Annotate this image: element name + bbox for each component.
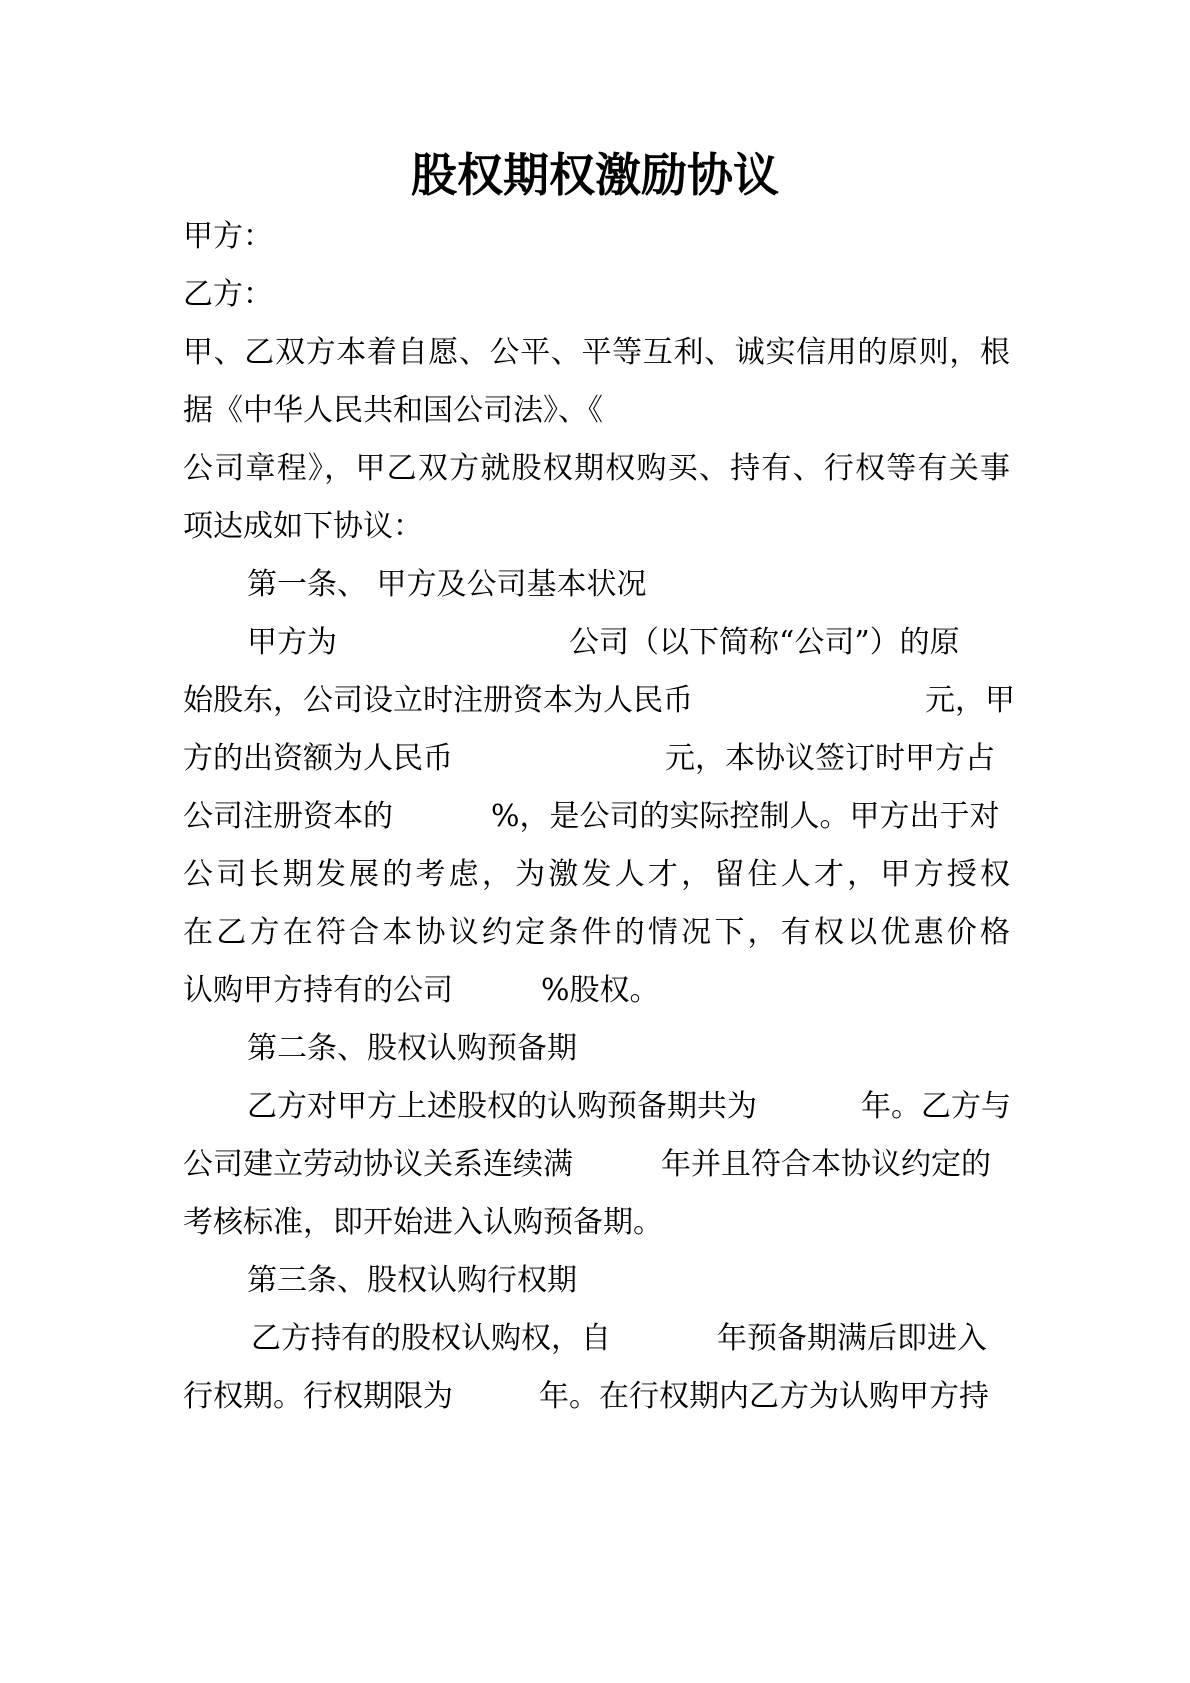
party-a-line: 甲方： bbox=[183, 219, 273, 254]
article-1-text-d: 元，甲 bbox=[925, 683, 1015, 718]
article-1-text-b: 公司（以下简称“公司”）的原 bbox=[569, 625, 960, 660]
article-2-text-d: 年并且符合本协议约定的 bbox=[661, 1147, 991, 1182]
article-1-text-c: 始股东，公司设立时注册资本为人民币 bbox=[183, 683, 693, 718]
document-title: 股权期权激励协议 bbox=[411, 148, 779, 202]
article-2-text-b: 年。乙方与 bbox=[861, 1089, 1011, 1124]
article-3-text-c: 行权期。行权期限为 bbox=[183, 1379, 453, 1414]
preamble-line-1: 甲、乙双方本着自愿、公平、平等互利、诚实信用的原则，根 bbox=[183, 335, 1010, 370]
article-3-text-d: 年。在行权期内乙方为认购甲方持 bbox=[539, 1379, 989, 1414]
article-1-text-g: 公司注册资本的 bbox=[183, 799, 393, 834]
article-2-text-a: 乙方对甲方上述股权的认购预备期共为 bbox=[247, 1089, 757, 1124]
article-3-text-a: 乙方持有的股权认购权，自 bbox=[251, 1321, 611, 1356]
article-1-text-j: 在乙方在符合本协议约定条件的情况下，有权以优惠价格 bbox=[183, 915, 1010, 950]
article-2-text-e: 考核标准，即开始进入认购预备期。 bbox=[183, 1205, 663, 1240]
article-1-text-a: 甲方为 bbox=[247, 625, 337, 660]
article-1-text-i: 公司长期发展的考虑，为激发人才，留住人才，甲方授权 bbox=[183, 857, 1010, 892]
preamble-line-2: 据《中华人民共和国公司法》、《 bbox=[183, 393, 603, 428]
preamble-line-3: 公司章程》，甲乙双方就股权期权购买、持有、行权等有关事 bbox=[183, 451, 1010, 486]
preamble-line-4: 项达成如下协议： bbox=[183, 509, 423, 544]
article-1-text-l: %股权。 bbox=[541, 973, 660, 1008]
article-1-text-e: 方的出资额为人民币 bbox=[183, 741, 453, 776]
article-1-text-f: 元，本协议签订时甲方占 bbox=[665, 741, 995, 776]
article-1-text-k: 认购甲方持有的公司 bbox=[183, 973, 453, 1008]
article-1-text-h: %，是公司的实际控制人。甲方出于对 bbox=[491, 799, 1000, 834]
article-1-heading: 第一条、 甲方及公司基本状况 bbox=[247, 567, 647, 602]
party-b-line: 乙方： bbox=[183, 277, 273, 312]
article-2-text-c: 公司建立劳动协议关系连续满 bbox=[183, 1147, 573, 1182]
article-2-heading: 第二条、股权认购预备期 bbox=[247, 1031, 577, 1066]
article-3-heading: 第三条、股权认购行权期 bbox=[247, 1263, 577, 1298]
article-3-text-b: 年预备期满后即进入 bbox=[717, 1321, 987, 1356]
